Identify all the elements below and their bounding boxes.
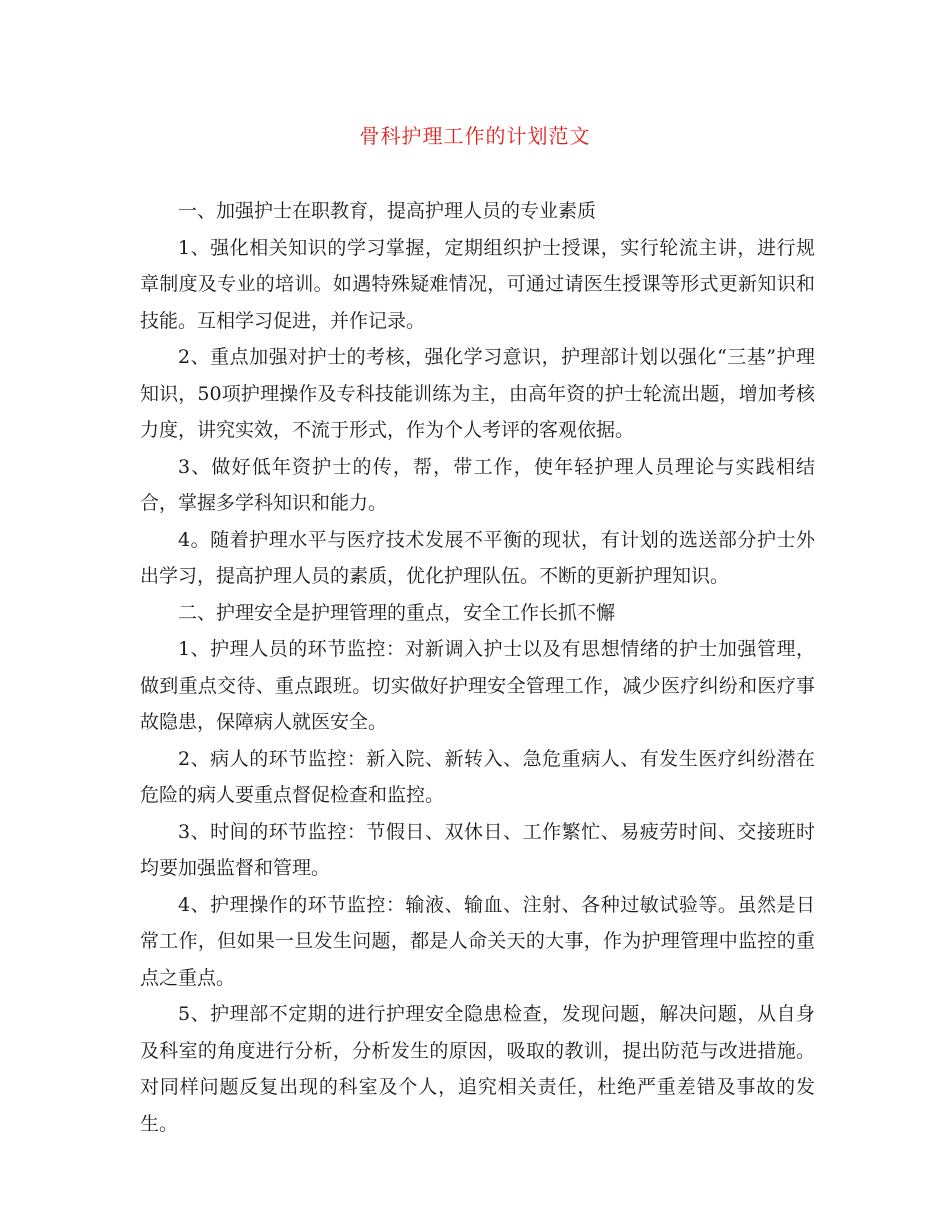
section-heading: 一、加强护士在职教育，提高护理人员的专业素质 <box>178 200 597 222</box>
paragraph: 1、强化相关知识的学习掌握，定期组织护士授课，实行轮流主讲，进行规章制度及专业的培训。如遇特殊疑难情况，可通过请医生授课等形式更新知识和技能。互相学习促进，并作记录。 <box>140 236 815 332</box>
document-title: 骨科护理工作的计划范文 <box>359 124 591 148</box>
paragraph: 2、病人的环节监控：新入院、新转入、急危重病人、有发生医疗纠纷潜在危险的病人要重点督促检查和监控。 <box>140 747 815 806</box>
paragraph: 1、护理人员的环节监控：对新调入护士以及有思想情绪的护士加强管理，做到重点交待、重点跟班。切实做好护理安全管理工作，减少医疗纠纷和医疗事故隐患，保障病人就医安全。 <box>140 638 815 733</box>
paragraph: 4。随着护理水平与医疗技术发展不平衡的现状，有计划的选送部分护士外出学习，提高护理人员的素质，优化护理队伍。不断的更新护理知识。 <box>140 528 815 587</box>
document-body <box>140 193 815 1142</box>
paragraph: 2、重点加强对护士的考核，强化学习意识，护理部计划以强化“三基”护理知识，50项护理操作及专科技能训练为主，由高年资的护士轮流出题，增加考核力度，讲究实效，不流于形式，作为个人考评的客观依据。 <box>140 346 815 441</box>
paragraph: 5、护理部不定期的进行护理安全隐患检查，发现问题，解决问题，从自身及科室的角度进行分析，分析发生的原因，吸取的教训，提出防范与改进措施。对同样问题反复出现的科室及个人，追究相关责任，杜绝严重差错及事故的发生。 <box>140 1003 815 1135</box>
paragraph: 3、时间的环节监控：节假日、双休日、工作繁忙、易疲劳时间、交接班时均要加强监督和管理。 <box>140 820 815 879</box>
paragraph: 4、护理操作的环节监控：输液、输血、注射、各种过敏试验等。虽然是日常工作，但如果一旦发生问题，都是人命关天的大事，作为护理管理中监控的重点之重点。 <box>140 893 815 989</box>
paragraph: 3、做好低年资护士的传，帮，带工作，使年轻护理人员理论与实践相结合，掌握多学科知识和能力。 <box>140 455 815 514</box>
section-heading: 二、护理安全是护理管理的重点，安全工作长抓不懈 <box>178 601 616 624</box>
